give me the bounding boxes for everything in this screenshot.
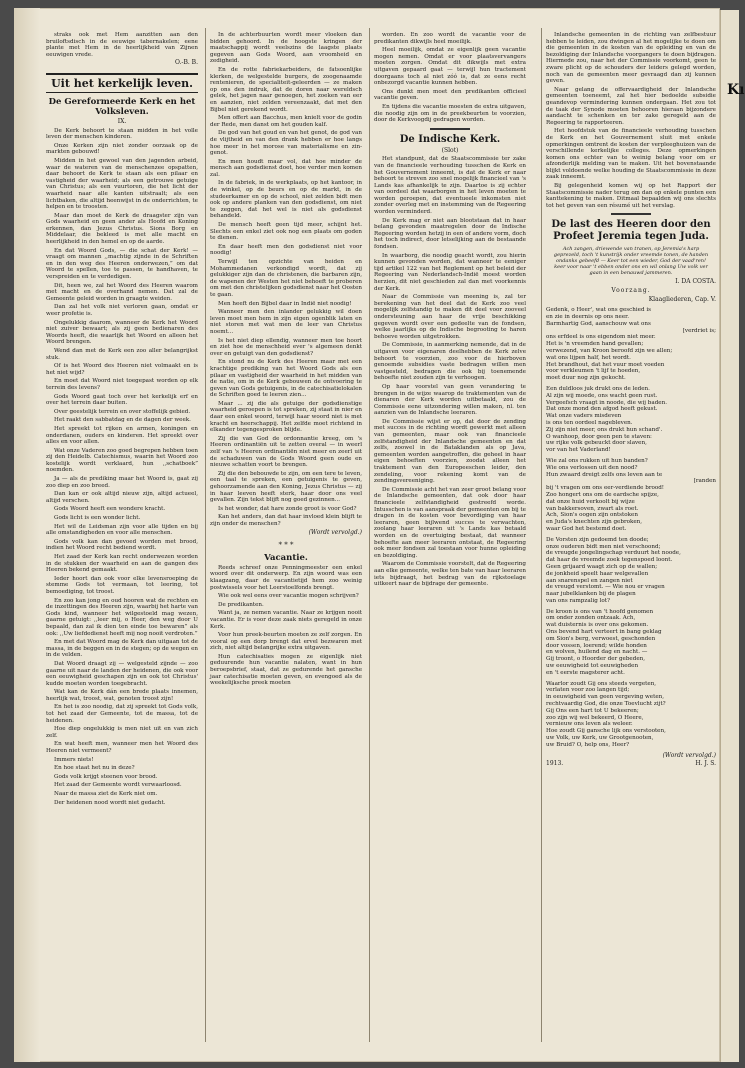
paragraph: Of is het Woord des Heeren niet volmaakt en is het niet wijd? <box>46 363 198 376</box>
column-4 <box>546 32 716 768</box>
poem-line: Vergeefsch vraagt in noode, die wij baden. <box>546 399 667 406</box>
poem-line: de vreugde jongelingschap verduurt het noode, <box>546 550 681 557</box>
poem-line: Gij Ons een hart tot U bekeeren; <box>546 707 639 714</box>
paragraph: Heel moeilijk, omdat ze eigenlijk geen vacantie mogen nemen. Omdat er voor plaatsvervangers moeten zorgen. Omdat dit dikwijls met extra uitgaven gepaard gaat — terwijl hun tractement doorgaans toch al niet zóó is, dat ze eens recht onbezorgd vacantie kunnen hebben. <box>374 47 526 87</box>
poem-line: verlaten voor zoo langen tijd; <box>546 687 630 694</box>
section-heading: Uit het kerkelijk leven. <box>46 73 198 93</box>
poem-line: en wolven, huilend dag en nacht. — <box>546 649 648 656</box>
to-be-continued-note: (Wordt vervolgd.) <box>662 751 716 759</box>
poem-line: uw Bruid? O, help ons, Heer? <box>546 741 630 748</box>
poem-line: [verdriet is; <box>682 327 716 334</box>
article-body <box>210 506 362 528</box>
paragraph: Men offert aan Bacchus, men knielt voor de godin der Rede, men danst om het gouden kalf. <box>210 115 362 128</box>
paragraph: Wat kan de Kerk dán een brede plaats innemen, heerlijk wat, troost, wat, genoten troost zijn! <box>46 689 198 702</box>
paragraph: Over geestelijk terrein en over stoffelijk gebied. <box>54 408 191 415</box>
poem-line: wat ons lijpen half, het wordt. <box>546 354 631 361</box>
paragraph: Het standpunt, dat de Staatscommissie ter zake van de financieele verhouding tusschen de Kerk en het Gouvernement inneemt, is dat de Kerk er naar behoort te streven zoo snel mogelijk financieel van 's Lands kas afhankelijk te zijn. Daartoe is zij echter van oordeel dat waarborgen in het leven moeten te worden geroepen, dat eventueele inkomsten niet zonder overleg met en instemming van de Regeering worden verminderd. <box>374 156 526 216</box>
poem-line: om Sion's berg, verwoest, geschonden <box>546 635 656 642</box>
poem-line: om onder zonden ontzaak. Ach, <box>546 615 636 622</box>
article-subtitle: (Slot) <box>441 146 459 154</box>
signature: O.-B. B. <box>174 59 198 67</box>
page-spine-shadow <box>14 8 40 1062</box>
paragraph: Onze Kerken zijn niet zonder oorzaak op de markten gebouwd! <box>46 142 198 156</box>
poem-line: en 't eerste magsterer acht. <box>546 669 625 676</box>
paragraph: Dan zal het volk niet verloren gaan, omdat er weer profetie is. <box>46 304 198 317</box>
signature-row <box>546 761 716 768</box>
poem-line: ons erfdeel is ons eigendom niet meer. <box>546 334 656 341</box>
poem-line: O wanhoop, door geen pen te staven: <box>546 433 652 440</box>
poem-line: vor van het Vaderland! <box>546 447 611 454</box>
paragraph: Zij die den bebouwde te zijn, om een tere te leven, een taal te spreken, een getuigenis te geven, gehoorzamende aan den Koning, Jezus Christus — zij in haar leeven heeft sterk, haar door ons veel gevallen. Zijn tekst blijft nog goed gezinnen... <box>210 470 362 504</box>
column-1 <box>46 32 198 808</box>
paragraph: In de fabriek, in de werkplaats, op het kantoor, in de winkel, op de beurs en op de markt, in de studeerkamer en op de school, niet zelden bidt men ook op andere planken van den godsdienst, om niet te zeggen, dat het wel is niet als godsdienst behandeld. <box>210 180 362 220</box>
paragraph: Men heeft den Bijbel daar in Indië niet noodig! <box>218 300 352 307</box>
paragraph: Maar dan moet de Kerk de draagster zijn van Gods waarheid en geen ander als Hoofd en Koning erkennen, dan Jezus Christus. Sions Borg en Middelaar, die bekleed is met alle macht en heerlijkheid in den hemel en op de aarde. <box>46 212 198 246</box>
poem-line: Al zijn wij moede, ons wacht geen rust. <box>546 392 658 399</box>
poem-line: wat duisternis is over ons gekomen. <box>546 622 649 629</box>
paragraph: Bij gelegenheid komen wij op het Rapport der Staatscommissie nader terug om dan op enkele punten een kanttekening te maken. Ditmaal bepaalden wij ons slechts tot het geven van een résumé uit het verslag. <box>546 183 716 209</box>
motto: Ach zangen, driewende van tranen, op Jeremia's harp geprezeld, toch 't kunstrijk onder vreemde tonen, de handen ondanks gebeefd — Keer tot een wieder, God der vaad'ren! keer voor naar 't ebben onder ons en wil onlang Uw volk ver gaan in een benauwd jammeren. <box>553 246 709 277</box>
separator-stars: * * * <box>278 541 294 550</box>
poem-title: Voorzang. <box>611 287 651 295</box>
paragraph: De mensch heeft geen tijd meer, schijnt het. Slechts een enkel ziet ook nog een plaats om goden te dienen. <box>210 222 362 242</box>
paragraph: In waarborg, die noodig geacht wordt, zou hierin kunnen gevonden worden, dat wanneer te eeniger tijd artikel 122 van het Reglement op het beleid der Regeering van Nederlandsch-Indië moest worden herzien, dit niet geschieden zal dan met voorkennis der Kerk. <box>374 252 526 292</box>
paragraph: En tijdens die vacantie moesten de extra uitgaven, die noodig zijn om in de preekbeurten te voorzien, door de Kerkvoogdij gedragen worden. <box>374 103 526 124</box>
poem-line: van bakkersoven, zwart als roet. <box>546 505 639 512</box>
poem-line: Het brandhout, dat het vuur moet voeden <box>546 361 665 368</box>
paragraph: Hoe diep ongelukkig is men niet uit en van zich zelf. <box>46 726 198 739</box>
paragraph: Op haar voorstel van geen verandering te brengen in de wijze waarop de traktementen van de dienaren der Kerk worden uitbetaald, zou de Commissie eene uitzondering willen maken, nl. ten aanzien van de Inlandsche leeraren. <box>374 383 526 417</box>
paragraph: Het raakt den sabbatdag en de dagen der week. <box>54 417 191 424</box>
poem-line: uw eeuwigheid tot eeuwigheden <box>546 663 639 670</box>
author-initials: H. J. S. <box>695 760 716 768</box>
motto-author: I. DA COSTA. <box>675 278 716 286</box>
poem-line: Wie ons verlossen uit den nood? <box>546 464 638 471</box>
poem-line: dat haar de vreemde zoek tegenspoed loont. <box>546 557 673 564</box>
paragraph: Gods volk kan dan gevoed worden met brood, indien het Woord recht bediend wordt. <box>46 538 198 552</box>
paragraph: De Commissie acht het van zeer groot belang voor de Inlandsche gemeenten, dat ook door haar financieele zelfstandigheid gestreefd worde. Intusschen is van aanspraak der gemeenten om bij te dragen in de kosten voor bevordiging van haar leeraren, geen bijlwend succes te verwachten, zoolang haar leeraren uit 's Lands kas betaald worden en de overtuiging bestaat, dat wanneer behoefte aan meer leeraren ontstaat, de Regeering ook meer fondsen zal toestaan voor hunne opleiding en bezoldiging. <box>374 486 526 559</box>
paragraph: Gods Woord gaat toch over het kerkelijk erf en over het terrein daar buiten. <box>46 393 198 407</box>
column-2 <box>210 32 362 689</box>
column-divider <box>369 28 370 1042</box>
paragraph: Wanneer men den inlander gelukkig wil doen leven moet men hem in zijn eigen ogenblik laten en niet storen met wat men de leer van Christus noemt... <box>210 309 362 335</box>
paragraph: Het zaad der Gemeente wordt verwaarloosd. <box>54 782 182 789</box>
paragraph: En moet dat Woord niet toegepast worden op elk terrein des levens? <box>46 378 198 391</box>
article-title: De last des Heeren door den Profeet Jeremia tegen Juda. <box>551 219 711 243</box>
paragraph: En het is zoo noodig, dat zij spreekt tot Gods volk, tot het zaad der Gemeente, tot de massa, tot de heidenen. <box>46 704 198 724</box>
poem-line: Gij troont, o Hoorder der gebeden, <box>546 656 646 663</box>
poem-line: Barmhartig God, aanschouw wat ons <box>546 320 651 327</box>
poem-line: de jonkheid speelt haar welgevallen <box>546 570 649 577</box>
paragraph: Gods Woord heeft een wondere kracht. <box>54 506 166 513</box>
poem-line: Hoe zoudt Gij gansche lijk ons verstooten, <box>546 728 666 735</box>
poem-source: Klaagliederen, Cap. V. <box>648 295 716 303</box>
article-body <box>46 128 198 807</box>
paragraph: Dat Woord draagt zij — welgesteld zijnde — zoo gaarne uit naar de landen der heidenen, die ook voor een eeuwigheid geschapen zijn en ook tot Christus' kudde moeten worden toegebracht. <box>46 660 198 687</box>
poem-line: Ach, Sion's oogen zijn ontstoken <box>546 512 638 519</box>
poem-line: Wat onze vaders misdeven <box>546 413 622 420</box>
poem-line: bij 't vragen om ons eer-verdiende brood! <box>546 485 665 492</box>
poem-line: en zie in deernis op ons neer. <box>546 314 630 321</box>
paragraph: En de rotte fabriekarbeiders, de fatsoenlijke klerken, de welgestelde burgers, de zoogenaamde rentenieren, de specialiteit-geleerden — ze maken op ons den indruk, dat de doren naar wereldsch gelek, het jagen naar genoegen, het zoeken van eer en aanzien, niet zelden vereenzaakt, dat met den Bijbel niet gerekend wordt. <box>210 66 362 113</box>
paragraph: De Commissie wijst er op, dat door de zending met succes in de richting wordt gewerkt met alleen van gemeenten, maar ook van financieele zelfstandigheid der Inlandsche gemeenten en dat zelfs, zoowel in de Bataklanden als op Java, gemeenten worden aangetroffen, die geheel in haar eigen behoeften voorzien, zoodat alleen het traktement van den Europeeschen leider, den zendeling, voor rekening komt van de zendingsvereeniging. <box>374 418 526 485</box>
paragraph: Maar ... zij die als getuige der godsdienstige waarheid geroepen is tot spreken, zij staat in nier en daar een enkel woord, terwijl haar woord niet is met kracht en heerschappij. Het zelfde moet richtend in elkander tegengesproken blijde. <box>210 400 362 434</box>
poem-line: Wie zal ons rukken uit hun banden? <box>546 457 648 464</box>
poem-line: is ons ten oordeel nagebleven. <box>546 419 633 426</box>
article-body <box>210 401 362 504</box>
divider-rule <box>430 128 470 130</box>
next-page-heading-fragment: Kı <box>727 82 745 98</box>
poem <box>546 307 716 748</box>
paragraph: Dit, heen we, zal het Woord des Heeren waarom met macht en de overhand nemen. Dat zal de Gemeente geleid worden in graagte weiden. <box>46 282 198 302</box>
paragraph: Waarom de Commissie voorstelt, dat de Regeering aan elke gemeente, welke ten bate van haar leeraren iets bijdraagt, het bedrag van de rijkstoelage uitkeert naar de bijdrage der gemeente. <box>374 561 526 588</box>
paragraph: Want ja, ze nemen vacantie. Naar ze krijgen nooit vacantie. Er is voor deze zaak niets geregeld in onze Kerk. <box>210 610 362 630</box>
paragraph: Ieder hoort dan ook voor elke levensroeping de stemme Gods tot vermaan, tot leering, tot bemoediging, tot troost. <box>46 575 198 595</box>
paragraph: Naar de massa ziet de Kerk niet om. <box>54 791 158 797</box>
paragraph: Wat onze Vaderen zoo goed begrepen hebben toen zij den Heidelb. Catechismus, waarin het Woord zoo kostelijk wordt verklaard, hun ,,schatboek” noemden. <box>46 447 198 474</box>
paragraph: Is het niet diep ellendig, wanneer men toe hoort en ziet hoe de menschheid ever 's algemeen denkt over en getuigt van den godsdienst? <box>210 337 362 357</box>
paragraph: En daar heeft men den godsdienst niet voor noodig! <box>210 243 362 257</box>
paragraph: Reeds schreef onze Penningmeester een enkel woord over dit onderwerp. En zijn woord was een klaagzang, daar de vacantietijd hem zoo weinig postwissels voor het Leerstoelfonds brengt. <box>210 564 362 591</box>
article-body <box>546 32 716 209</box>
poem-line: dat onze huid verkoolt bij wijze <box>546 498 635 505</box>
paragraph: Zij die van God de ordonnantie kreeg, om 's Heeren ordinantiën uit te zetten overal — in weerl zelf van 's Heeren ordinantiën niet meer en zeerl uit de schaduwen van de Gods Woord geen oude en nieuwe schatten voort te brengen. <box>210 435 362 469</box>
poem-line: in eeuwigheid van geen vergeving weten, <box>546 694 665 701</box>
poem-line: naar jubelklanken bij de plagen <box>546 591 636 598</box>
paragraph: En stond nu de Kerk des Heeren maar met een krachtige prediking van het Woord Gods als een pilaar en vastigheid der waarheid in het midden van de natie, om in de Kerk gebouwen de ontvoering te geven van Gods getuigenis, in de catechisatielokalen de Schriften goed te leeren zien... <box>210 359 362 399</box>
poem-line: Geen grijaard waagt zich op de wallen; <box>546 563 658 570</box>
poem-line: waar God het bestemd doet. <box>546 525 627 532</box>
poem-line: uw Volk, uw Kerk, uw Grootgenooten, <box>546 735 654 742</box>
paragraph: Inlandsche gemeenten in de richting van zelfbestuur hebben te leiden, zou dwingen al het mogelijke te doen om die gemeenten in de kosten van de opleiding en van de bezoldiging der Inlandsche voorgangers te doen bijdragen. Hiermede zou, naar het der Commissie voorkomt, geen te zware plicht op de schouders der leiders gelegd worden, noch van de gemeenten meer gevraagd dan zij kunnen geven. <box>546 32 716 85</box>
column-divider <box>541 28 542 1042</box>
paragraph: De Commissie, in aanmerking nemende, dat in de uitgaven voor eigenaren deelhebben de Kerk zelve behoort te voorzien, zoo voor de hierboven genoemde subsidies vaste bedragen willen men vastgesteld, bedragen die ook bij toenemende behoefte niet zouden zijn te verhoogen. <box>374 342 526 382</box>
paragraph: De Kerk mag er niet aan blootstaan dat in haar belang gevonden maatregelen door de Indische Regeering worden hetzij in een of andere vorm, doch het toch indirect, door letselijking aan de bestaande fondsen. <box>374 217 526 251</box>
paragraph: worden. En zoo wordt de vacantie voor de predikanten dikwijls heel moeilijk. <box>374 32 526 45</box>
article-body <box>210 565 362 687</box>
paragraph: De god van het goud en van het genot, de god van de vlijtheid en van den drank hebben er hoe langs hoe meer in het morose van materialisme en zin-genot. <box>210 130 362 157</box>
poem-line: Het is 'n vreemden hand gevallen; <box>546 341 644 348</box>
poem-line: Hun zwaard dreigt zelfs ons leven aan te <box>546 471 663 478</box>
paragraph: En met dat Woord mag de Kerk dan uitgaan tot de massa, in de beggen en in de stegen; op de wegen en in de velden. <box>46 639 198 659</box>
poem-line: Zij zijn niet meer, ons drukt hun schand'. <box>546 426 663 433</box>
paragraph: Der heidenen nood wordt niet gedacht. <box>54 799 166 806</box>
paragraph: Immers niets! <box>54 756 94 763</box>
paragraph: Ongelukkig daarom, wanneer de Kerk het Woord niet zuiver bewaart; als zij geen bedienaren des Woords heeft, die waarlijk het Woord en alleen het Woord brengen. <box>46 319 198 346</box>
article-body <box>374 156 526 587</box>
poem-line: Een duldloos juk drukt ons de leden. <box>546 385 650 392</box>
column-3 <box>374 32 526 590</box>
paragraph: Is het wonder, dat hare zonde groot is voor God? <box>218 505 357 512</box>
paragraph: straks ook met Hem aanzitten aan den bruiloftsdisch in de eeuwige tabernakelen; eene plante met Hem in de heerlijkheid van Zijnen eeuwigen vrede. <box>46 32 198 58</box>
poem-line: moet duur nog zijn gekocht. <box>546 375 626 382</box>
paragraph: De Kerk behoort te staan midden in het volle leven der menschen kinderen. <box>46 127 198 141</box>
paragraph: Gods licht is een wonder licht. <box>54 515 141 522</box>
paragraph: En zoo kan jong en oud hooren wat de rechten en de inzettingen des Heeren zijn, waarbij het harte van Gods kind, wanneer het wilgestoeld mag wezen, gaarne getuigt: ,,leer mij, o Heer, den weg door U bepaald, dan zal ik dien ten einde toe bewaren” als ook: ,,Uw liefdedienst heeft mij nog nooit verdroten.” <box>46 597 198 637</box>
article-body <box>210 32 362 399</box>
divider-rule <box>611 213 651 215</box>
poem-line: de vreugd verstomt. — Wie nou er vragen <box>546 584 665 591</box>
poem-line: De kroon is ons van 't hoofd genomen <box>546 608 654 615</box>
paragraph: Het hoofdstuk van de financieele verhouding tusschen de Kerk en het Gouvernement sluit met enkele opmerkingen omtrent de kosten der verpleeghuizen van de verschillende kerkelijke colleges. Deze opmerkingen komen ons echter van te weinig belang voor om er afzonderlijk melding van te maken. Uit het bovenstaande blijkt voldoende welke houding de Staatscommissie in deze zaak inneemt. <box>546 128 716 181</box>
newspaper-page <box>14 8 720 1062</box>
poem-line: Ons bevend hart verteert in bang geklag <box>546 629 662 636</box>
article-number: IX. <box>117 117 127 125</box>
paragraph: Naar de Commissie van meening is, zal ter berekening van het deel dat de Kerk zoo veel mogelijk zelfstandig te maken dit deel voor zooveel ondersteuning aan haar de vrije beschikking gegeven wordt over een gedeelte van de fondsen, welke jaarlijks op de Indische begrooting te haren behoeve worden uitgetrokken. <box>374 294 526 340</box>
paragraph: Gods volk krijgt steenen voor brood. <box>54 773 158 780</box>
paragraph: Dan kan er ook altijd nieuw zijn, altijd actueel, altijd verschen. <box>46 491 198 504</box>
poem-line: De Vorsten zijn gedoemd ten doode; <box>546 536 649 543</box>
article-title: De Gereformeerde Kerk en het Volksleven. <box>48 96 196 117</box>
to-be-continued-note: (Wordt vervolgd.) <box>308 528 362 536</box>
article-body <box>374 32 526 124</box>
poem-line: uw rijke volk gebeuckt door slaven, <box>546 440 647 447</box>
paragraph: Midden in het gewoel van den jagenden arbeid, waar de wateren van de menschenzee opspatten, daar behoort de Kerk te staan als een pilaar en vastigheid der waarheid; als een getrouwe getuige van Christus; als een vuurtoren, die het licht der waarheid naar alle kanten uitstraalt; als een lichtbaken, die altijd heenwijst in de onderrichten, te helpen en te troosten. <box>46 157 198 211</box>
paragraph: Het wil de Leidsman zijn voor alle tijden en bij alle omstandigheden en voor alle menschen. <box>46 523 198 537</box>
poem-line: verwezend, van Kroon beroofd zijn we allen; <box>546 348 673 354</box>
paragraph: De predikanten. <box>218 601 264 608</box>
paragraph: Hun catechisaties mogen ze eigenlijk niet geduurende hun vacantie nalaten, want in hun beroepsbrief, staat, dat ze gedurende het gansche jaar catechisatie moeten geven, en evengoed als de weekelijksche preek moeten <box>210 653 362 687</box>
paragraph: En men houdt maar vol, dat hoe minder de mensch aan godsdienst doet, hoe verder men komen zal. <box>210 158 362 178</box>
year: 1913. <box>546 760 564 768</box>
poem-line: voor verkleumen 't lijf te hoeden, <box>546 368 641 375</box>
poem-line: en Juda's knechten zijn gebroken, <box>546 519 643 526</box>
paragraph: Ja — als de prediking maar het Woord is, gaat zij zoo diep en zoo breed. <box>46 476 198 489</box>
poem-line: rechtvaardig God, die onze Toevlucht zijt? <box>546 701 666 708</box>
poem-line: Gedenk, o Heer', wat ons geschied is <box>546 307 652 314</box>
paragraph: Het spreekt tot rijken en armen, koningen en onderdanen, ouders en kinderen. Het spreekt over alles en voor allen. <box>46 425 198 446</box>
article-title: De Indische Kerk. <box>399 133 501 145</box>
article-title: Vacantie. <box>264 552 308 563</box>
poem-line: Waarlor zoudt Gij ons steeds vergeten, <box>546 680 657 687</box>
poem-line: Dat onze mond den afgod heeft gekust. <box>546 406 658 413</box>
poem-line: Zoo hongert ons om de eardsche spijze, <box>546 491 659 498</box>
poem-line: onze ouderen bidt men niet verschoond; <box>546 543 661 550</box>
paragraph: Terwijl ten opzichte van heiden en Mohammedanen verkondigd wordt, dat zij gelukkiger zijn dan de christenen, die barbaren zijn, de wapenen der Westen het niet behoeft te proberen om met den christelijken godsdienst naar het Oosten te gaan. <box>210 259 362 298</box>
paragraph: Voor hun preek-beurten moeten ze zelf zorgen. En vooral op een dorp brengt dat ervel bezwaren met zich, niet altijd belangrijke extra uitgaven. <box>210 632 362 652</box>
poem-line: door vossen, loerend; wilde honden <box>546 642 647 649</box>
paragraph: Kan het anders, dan dat haar invloed klein blijft te zijn onder de menschen? <box>210 514 362 527</box>
paragraph: Het zaad der Kerk kan recht onderwezen worden in de stukken der waarheid en aan de gangen des Heeren bekend gemaakt. <box>46 554 198 574</box>
paragraph: En wat heeft men, wanneer men het Woord des Heeren niet vermeent? <box>46 741 198 755</box>
paragraph: En hoe staat het nu in deze? <box>54 765 135 772</box>
paragraph: En dat Woord Gods, — die schat der Kerk! — vraagt om mannen ,,machtig zijnde in de Schriften en in den weg des Heeren onderwezen,” om dat Woord te spellen, toe te passen, te handhaven, te verspreiden en te verdedigen. <box>46 247 198 281</box>
paragraph: In de achterbuurten wordt meer vloeken dan bidden gehoord. In de hoogste kringen der maatschappij wordt veelszins de laagste plaats gegeven aan Gods Woord, aan vroomheid en zedigheid. <box>210 32 362 65</box>
column-divider <box>205 28 206 1042</box>
poem-line: [randen <box>693 478 716 485</box>
poem-line: aan snarenspel en zangen niet <box>546 577 633 584</box>
paragraph: Wend dan met de Kerk een zoo aller belangrijkst stuk. <box>46 347 198 361</box>
next-page-edge <box>720 10 745 1062</box>
paragraph: Ons dunkt men moet den predikanten officieel vacantie geven. <box>374 88 526 102</box>
poem-line: van ons rampzalig lot? <box>546 597 611 604</box>
paragraph: Wie ook wel eens over vacantie mogen schrijven? <box>218 593 359 600</box>
poem-line: zoo zijn wij wel bekeerd, O Heere, <box>546 714 644 721</box>
paragraph: Naar gelang de offervaardigheid der Inlandsche gemeenten toeneemt, zal het hier bedoelde subsidie geandevop vermindering kunnen ondergaan. Het zou tot de taak der Synode moeten behooren hieraan bijzondere aandacht te schenken en ter zake geregeld aan de Regeering te rapporteeren. <box>546 86 716 126</box>
poem-line: vernieuw ons leven als weleer. <box>546 721 633 728</box>
